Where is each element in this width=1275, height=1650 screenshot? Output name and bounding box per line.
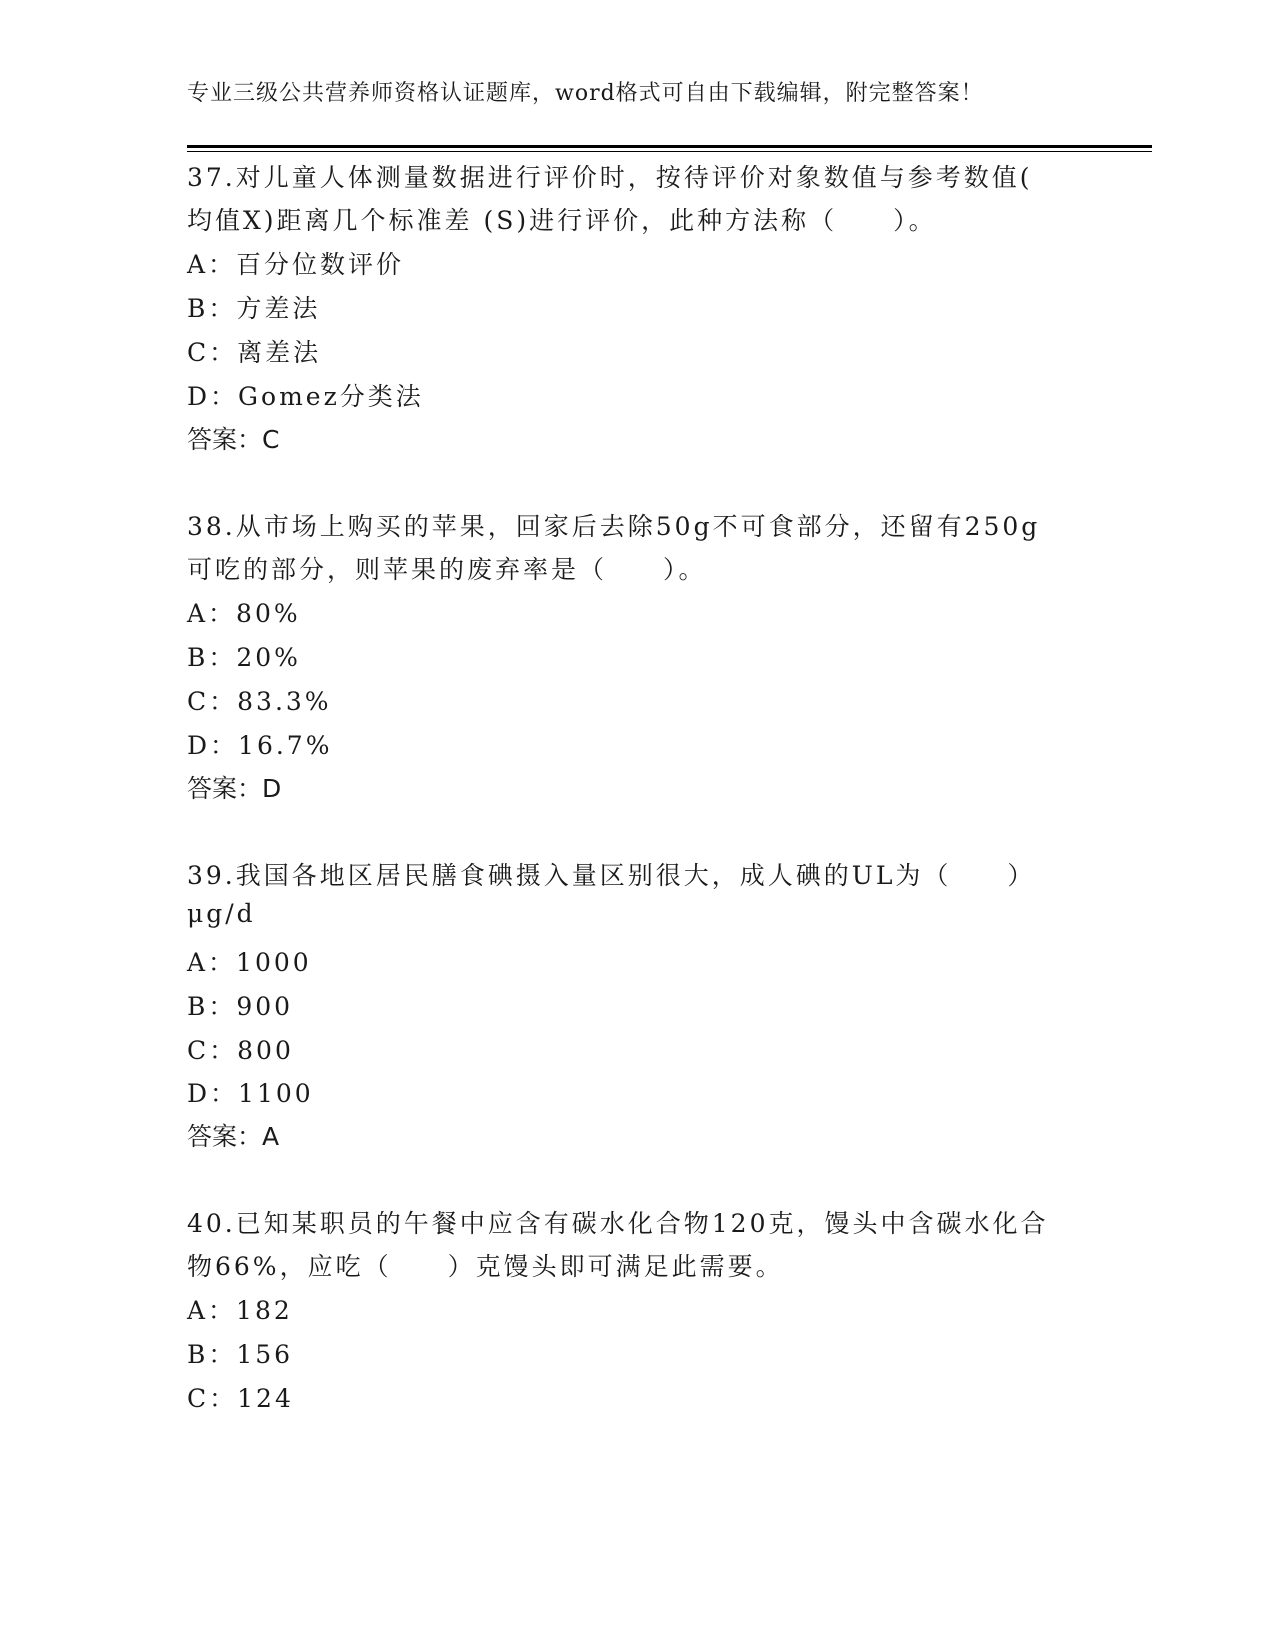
question-stem-line: 40.已知某职员的午餐中应含有碳水化合物120克，馒头中含碳水化合: [187, 1209, 1049, 1238]
option-b: B：156: [187, 1340, 294, 1369]
question-stem-line: 39.我国各地区居民膳食碘摄入量区别很大，成人碘的UL为（ ）: [187, 861, 1036, 890]
answer: 答案：C: [187, 425, 280, 454]
question-stem-line: 37.对儿童人体测量数据进行评价时，按待评价对象数值与参考数值(: [187, 163, 1033, 192]
question-stem-line: 可吃的部分，则苹果的废弃率是（ ）。: [187, 555, 707, 584]
question-stem-line: 均值X)距离几个标准差 (S)进行评价，此种方法称（ ）。: [187, 206, 937, 235]
option-a: A：1000: [187, 948, 312, 977]
option-a: A：百分位数评价: [187, 250, 405, 279]
page-header: 专业三级公共营养师资格认证题库，word格式可自由下载编辑，附完整答案！: [187, 81, 984, 106]
option-c: C：124: [187, 1384, 294, 1413]
answer: 答案：D: [187, 774, 282, 803]
option-b: B：方差法: [187, 294, 321, 323]
option-c: C：离差法: [187, 338, 322, 367]
header-rule-thick: [187, 145, 1152, 148]
answer: 答案：A: [187, 1122, 280, 1151]
option-d: D：1100: [187, 1079, 314, 1108]
question-stem-line: 38.从市场上购买的苹果，回家后去除50g不可食部分，还留有250g: [187, 512, 1041, 541]
question-stem-line: 物66%，应吃（ ）克馒头即可满足此需要。: [187, 1252, 784, 1281]
option-c: C：800: [187, 1036, 294, 1065]
option-b: B：20%: [187, 643, 301, 672]
header-rule-thin: [187, 151, 1152, 152]
option-a: A：80%: [187, 599, 301, 628]
option-d: D：16.7%: [187, 731, 333, 760]
option-b: B：900: [187, 992, 294, 1021]
option-c: C：83.3%: [187, 687, 332, 716]
question-stem-line: μg/d: [187, 899, 256, 928]
option-d: D：Gomez分类法: [187, 382, 424, 411]
option-a: A：182: [187, 1296, 293, 1325]
